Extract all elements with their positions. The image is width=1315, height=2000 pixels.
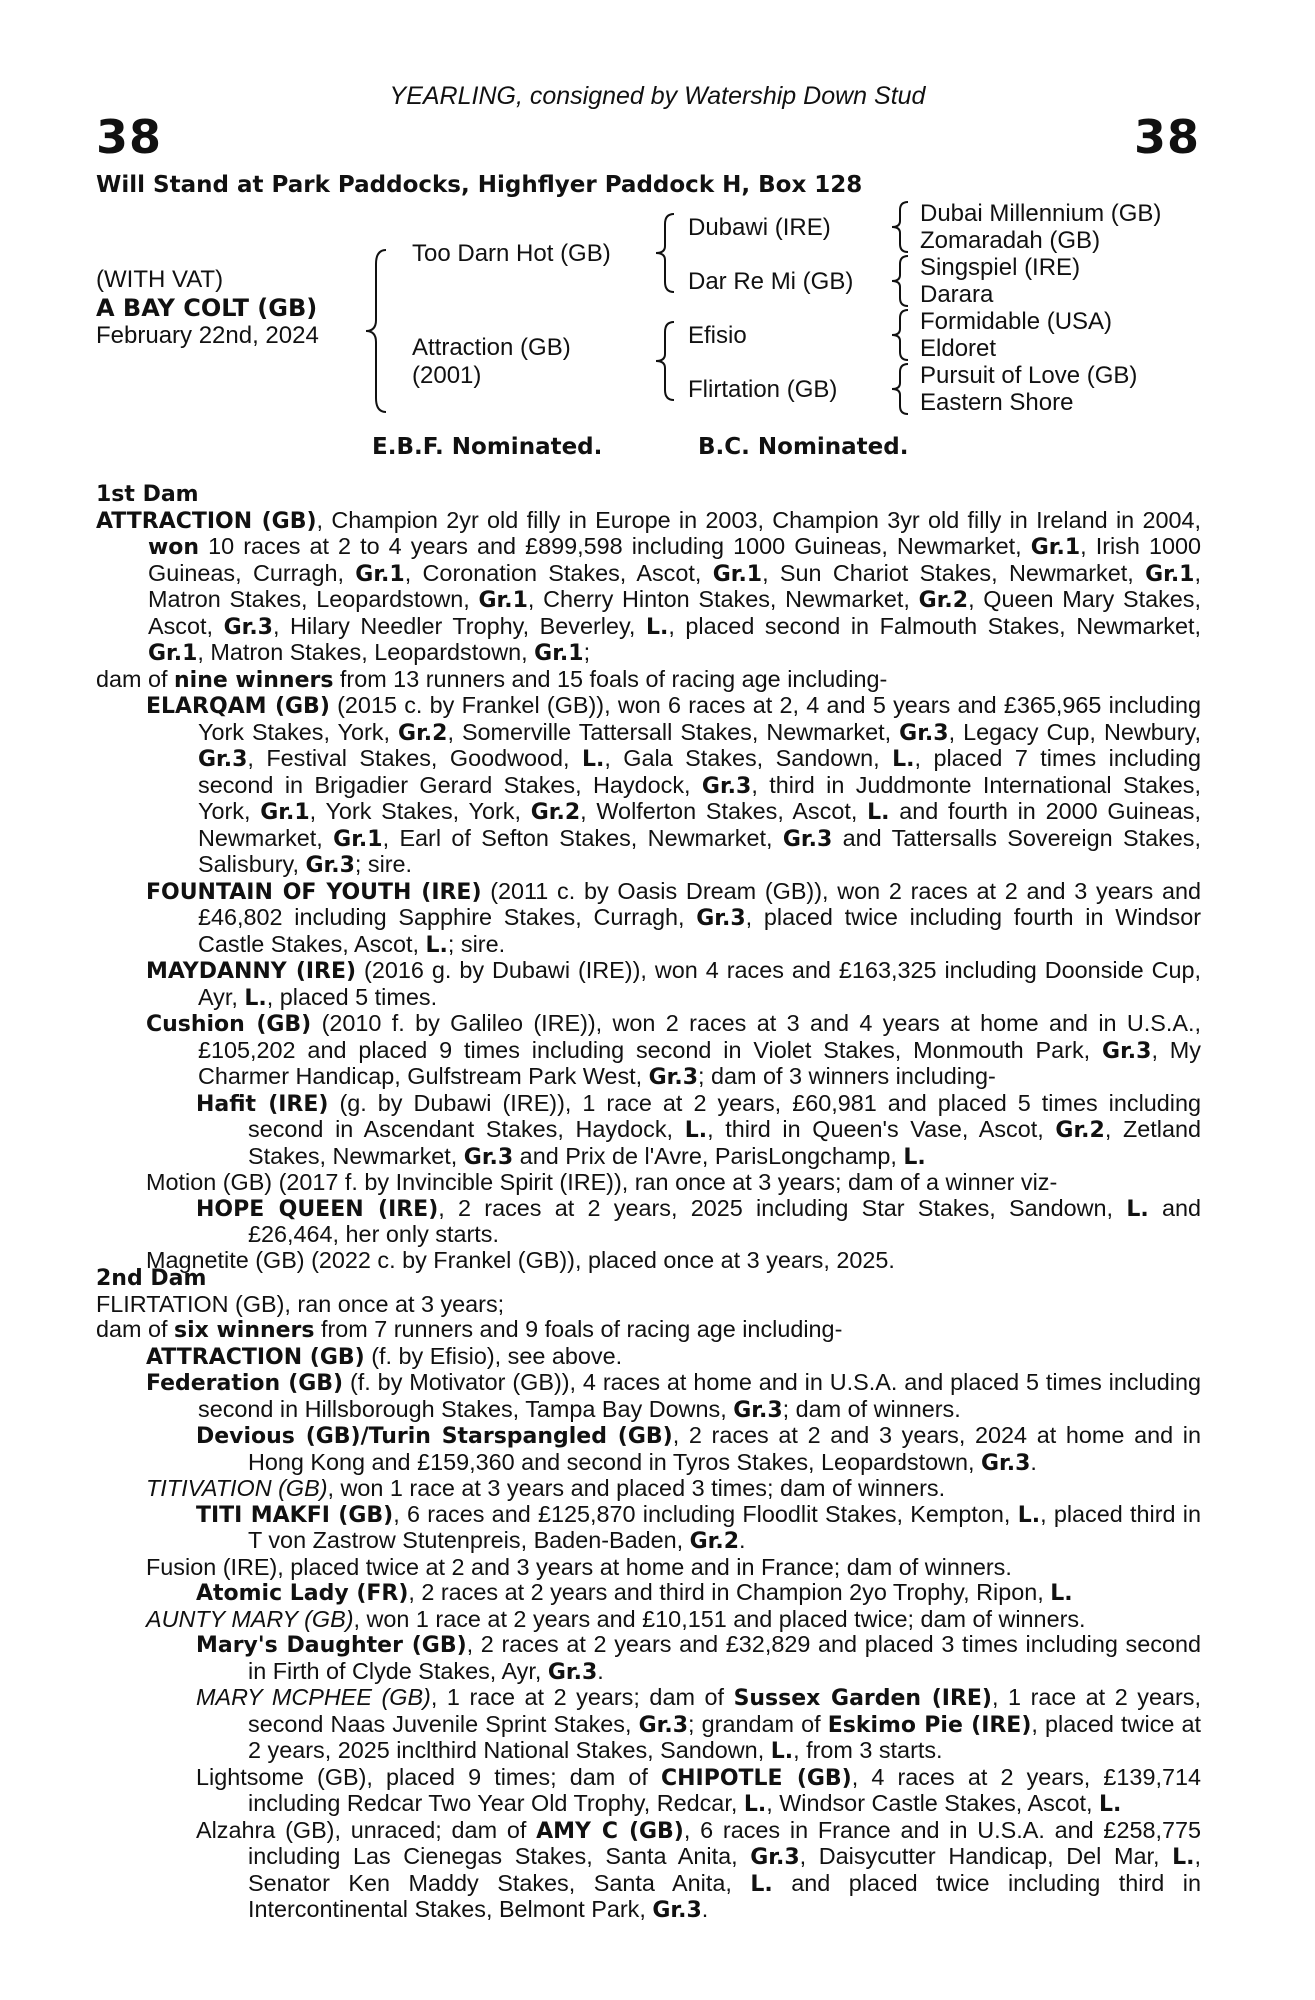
ancestor-7: Pursuit of Love (GB): [920, 362, 1138, 389]
second-dam-section: [96, 1266, 1201, 1924]
second-dam-summary: dam of six winners from 7 runners and 9 foals of racing age including-: [96, 1316, 843, 1343]
dam-name: Attraction (GB): [412, 334, 571, 361]
attraction-entry: ATTRACTION (GB), Champion 2yr old filly in Europe in 2003, Champion 3yr old filly in Ireland in 2004, won 10 races at 2 to 4 years and £899,598 including 1000 Guineas, Newmarket, Gr.1, Irish 1000 Guineas, Curragh, Gr.1, Coronation Stakes, Ascot, Gr.1, Sun Chariot Stakes, Newmarket, Gr.1, Matron Stakes, Leopardstown, Gr.1, Cherry Hinton Stakes, Newmarket, Gr.2, Queen Mary Stakes, Ascot, Gr.3, Hilary Needler Trophy, Beverley, L., placed second in Falmouth Stakes, Newmarket, Gr.1, Matron Stakes, Leopardstown, Gr.1;: [96, 506, 1202, 666]
lightsome-entry: Lightsome (GB), placed 9 times; dam of CHIPOTLE (GB), 4 races at 2 years, £139,714 including Redcar Two Year Old Trophy, Redcar, L., Windsor Castle Stakes, Ascot, L.: [196, 1763, 1201, 1817]
second-dam-heading: 2nd Dam: [96, 1266, 207, 1291]
first-dam-heading: 1st Dam: [96, 482, 199, 507]
magnetite-entry: Magnetite (GB) (2022 c. by Frankel (GB)), placed once at 3 years, 2025.: [146, 1246, 895, 1273]
ancestor-2: Zomaradah (GB): [920, 227, 1101, 254]
aunty-mary-entry: AUNTY MARY (GB), won 1 race at 2 years and £10,151 and placed twice; dam of winners.: [146, 1605, 1086, 1632]
sire-sire: Dubawi (IRE): [688, 214, 831, 241]
pedigree-brace-main: [364, 248, 394, 414]
pedigree-brace-g4: [890, 362, 914, 416]
ancestor-5: Formidable (USA): [920, 308, 1113, 335]
lot-title: A BAY COLT (GB): [96, 294, 318, 322]
dam-dam: Flirtation (GB): [688, 376, 838, 403]
dam-sire: Efisio: [688, 322, 747, 349]
pedigree-brace-g2: [890, 254, 914, 308]
pedigree-brace-sire: [654, 212, 680, 294]
ancestor-4: Darara: [920, 281, 994, 308]
flirtation-entry: FLIRTATION (GB), ran once at 3 years;: [96, 1290, 505, 1317]
federation-entry: Federation (GB) (f. by Motivator (GB)), 4 races at home and in U.S.A. and placed 5 times including second in Hillsborough Stakes, Tampa Bay Downs, Gr.3; dam of winners.: [146, 1369, 1201, 1423]
fountain-of-youth-entry: FOUNTAIN OF YOUTH (IRE) (2011 c. by Oasis Dream (GB)), won 2 races at 2 and 3 years and £46,802 including Sapphire Stakes, Curragh, Gr.3, placed twice including fourth in Windsor Castle Stakes, Ascot, L.; sire.: [146, 877, 1201, 958]
ebf-nominated: E.B.F. Nominated.: [372, 434, 603, 460]
lot-number-right: 38: [1133, 110, 1200, 164]
lot-number-left: 38: [96, 110, 163, 164]
titivation-entry: TITIVATION (GB), won 1 race at 3 years and placed 3 times; dam of winners.: [146, 1475, 946, 1501]
sire-name: Too Darn Hot (GB): [412, 240, 611, 267]
vat-note: (WITH VAT): [96, 266, 224, 293]
ancestor-3: Singspiel (IRE): [920, 254, 1081, 281]
atomic-lady-entry: Atomic Lady (FR), 2 races at 2 years and third in Champion 2yo Trophy, Ripon, L.: [196, 1579, 1073, 1606]
cushion-entry: Cushion (GB) (2010 f. by Galileo (IRE)), won 2 races at 3 and 4 years at home and in U.S.A., £105,202 and placed 9 times including second in Violet Stakes, Monmouth Park, Gr.3, My Charmer Handicap, Gulfstream Park West, Gr.3; dam of 3 winners including-: [146, 1010, 1201, 1090]
elarqam-entry: ELARQAM (GB) (2015 c. by Frankel (GB)), won 6 races at 2, 4 and 5 years and £365,965 including York Stakes, York, Gr.2, Somerville Tattersall Stakes, Newmarket, Gr.3, Legacy Cup, Newbury, Gr.3, Festival Stakes, Goodwood, L., Gala Stakes, Sandown, L., placed 7 times including second in Brigadier Gerard Stakes, Haydock, Gr.3, third in Juddmonte International Stakes, York, Gr.1, York Stakes, York, Gr.2, Wolferton Stakes, Ascot, L. and fourth in 2000 Guineas, Newmarket, Gr.1, Earl of Sefton Stakes, Newmarket, Gr.3 and Tattersalls Sovereign Stakes, Salisbury, Gr.3; sire.: [146, 692, 1201, 878]
hafit-entry: Hafit (IRE) (g. by Dubawi (IRE)), 1 race at 2 years, £60,981 and placed 5 times including second in Ascendant Stakes, Haydock, L., third in Queen's Vase, Ascot, Gr.2, Zetland Stakes, Newmarket, Gr.3 and Prix de l'Avre, ParisLongchamp, L.: [196, 1089, 1201, 1170]
mary-mcphee-entry: MARY MCPHEE (GB), 1 race at 2 years; dam of Sussex Garden (IRE), 1 race at 2 years, second Naas Juvenile Sprint Stakes, Gr.3; grandam of Eskimo Pie (IRE), placed twice at 2 years, 2025 inclthird National Stakes, Sandown, L., from 3 starts.: [196, 1684, 1201, 1764]
consignment-line: YEARLING, consigned by Watership Down Stud: [389, 82, 926, 110]
maydanny-entry: MAYDANNY (IRE) (2016 g. by Dubawi (IRE)), won 4 races and £163,325 including Doonside Cup, Ayr, L., placed 5 times.: [146, 957, 1201, 1011]
pedigree-brace-g1: [890, 200, 914, 254]
dam-of-summary: dam of nine winners from 13 runners and 15 foals of racing age including-: [96, 665, 888, 693]
titi-makfi-entry: TITI MAKFI (GB), 6 races and £125,870 including Floodlit Stakes, Kempton, L., placed third in T von Zastrow Stutenpreis, Baden-Baden, Gr.2.: [196, 1500, 1201, 1554]
fusion-entry: Fusion (IRE), placed twice at 2 and 3 years at home and in France; dam of winners.: [146, 1553, 1012, 1580]
ancestor-1: Dubai Millennium (GB): [920, 200, 1162, 227]
attraction-see-above: ATTRACTION (GB) (f. by Efisio), see above.: [146, 1342, 623, 1370]
ancestor-8: Eastern Shore: [920, 389, 1074, 416]
alzahra-entry: Alzahra (GB), unraced; dam of AMY C (GB), 6 races in France and in U.S.A. and £258,775 including Las Cienegas Stakes, Santa Anita, Gr.3, Daisycutter Handicap, Del Mar, L., Senator Ken Maddy Stakes, Santa Anita, L. and placed twice including third in Intercontinental Stakes, Belmont Park, Gr.3.: [196, 1816, 1201, 1923]
pedigree-brace-dam: [654, 320, 680, 402]
sire-dam: Dar Re Mi (GB): [688, 268, 854, 295]
stand-location: Will Stand at Park Paddocks, Highflyer Paddock H, Box 128: [96, 172, 863, 198]
foaling-date: February 22nd, 2024: [96, 322, 319, 349]
dam-year: (2001): [412, 362, 482, 389]
ancestor-6: Eldoret: [920, 335, 997, 362]
first-dam-section: [96, 482, 1201, 1273]
motion-entry: Motion (GB) (2017 f. by Invincible Spirit (IRE)), ran once at 3 years; dam of a winner viz-: [146, 1169, 1058, 1195]
marys-daughter-entry: Mary's Daughter (GB), 2 races at 2 years and £32,829 and placed 3 times including second in Firth of Clyde Stakes, Ayr, Gr.3.: [196, 1631, 1201, 1685]
pedigree-brace-g3: [890, 308, 914, 362]
devious-entry: Devious (GB)/Turin Starspangled (GB), 2 races at 2 and 3 years, 2024 at home and in Hong Kong and £159,360 and second in Tyros Stakes, Leopardstown, Gr.3.: [196, 1422, 1201, 1476]
hope-queen-entry: HOPE QUEEN (IRE), 2 races at 2 years, 2025 including Star Stakes, Sandown, L. and £26,464, her only starts.: [196, 1194, 1201, 1247]
bc-nominated: B.C. Nominated.: [698, 434, 909, 460]
